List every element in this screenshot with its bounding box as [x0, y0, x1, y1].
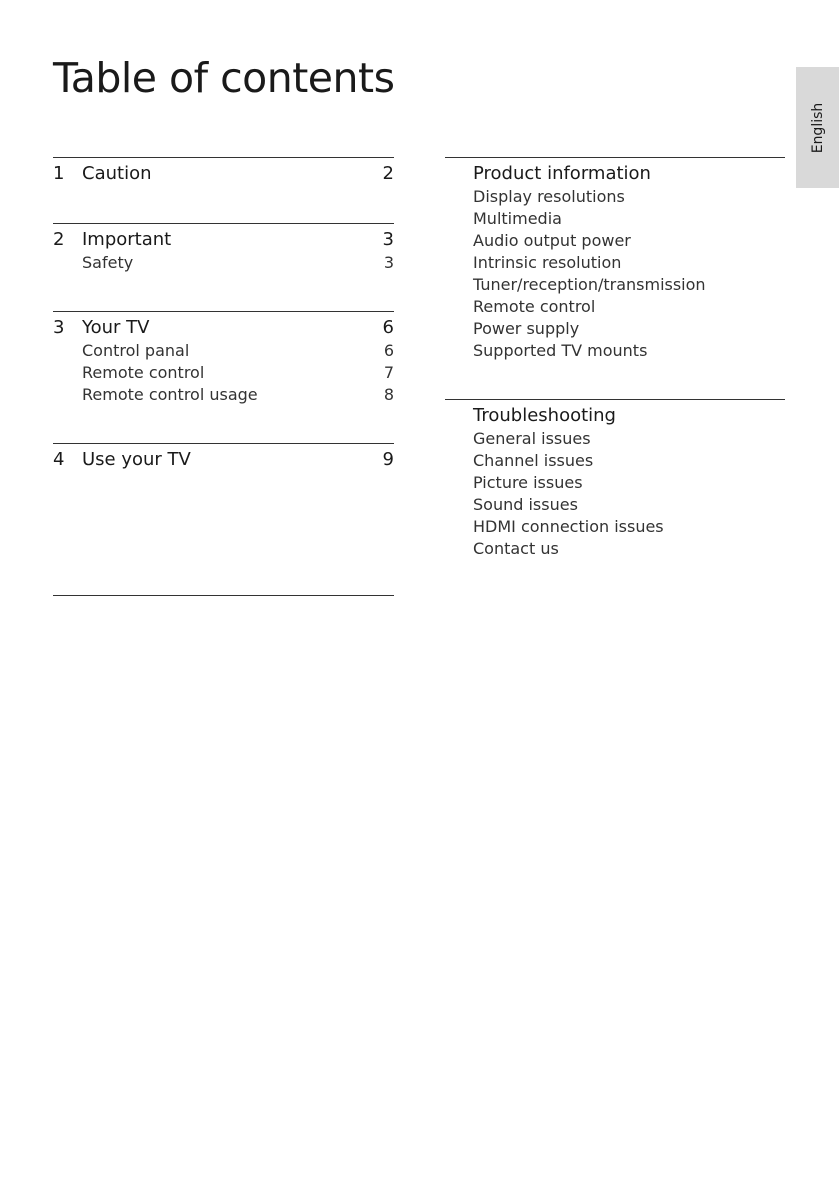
section-divider: [53, 595, 394, 596]
subsection-title[interactable]: Channel issues: [473, 451, 594, 470]
section-divider: [445, 399, 785, 400]
section-divider: [53, 157, 394, 158]
section-divider: [53, 223, 394, 224]
subsection-title[interactable]: Audio output power: [473, 231, 631, 250]
subsection-title[interactable]: General issues: [473, 429, 591, 448]
section-divider: [53, 443, 394, 444]
subsection-title[interactable]: HDMI connection issues: [473, 517, 664, 536]
section-divider: [53, 311, 394, 312]
chapter-title[interactable]: Troubleshooting: [473, 405, 616, 426]
subsection-title[interactable]: Intrinsic resolution: [473, 253, 622, 272]
subsection-title[interactable]: Multimedia: [473, 209, 562, 228]
chapter-number: 1: [53, 163, 65, 184]
subsection-title[interactable]: Control panal: [82, 341, 190, 360]
chapter-page-number: 6: [382, 317, 394, 338]
subsection-title[interactable]: Display resolutions: [473, 187, 625, 206]
chapter-title[interactable]: Caution: [82, 163, 152, 184]
chapter-number: 2: [53, 229, 65, 250]
chapter-number: 4: [53, 449, 65, 470]
chapter-page-number: 3: [382, 229, 394, 250]
subsection-title[interactable]: Remote control: [473, 297, 596, 316]
chapter-title[interactable]: Important: [82, 229, 172, 250]
chapter-title[interactable]: Use your TV: [82, 449, 191, 470]
subsection-title[interactable]: Tuner/reception/transmission: [473, 275, 706, 294]
language-tab: [796, 67, 839, 188]
subsection-title[interactable]: Remote control usage: [82, 385, 258, 404]
subsection-title[interactable]: Safety: [82, 253, 134, 272]
subsection-title[interactable]: Picture issues: [473, 473, 583, 492]
language-tab-label: English: [809, 102, 826, 153]
subsection-title[interactable]: Sound issues: [473, 495, 578, 514]
section-divider: [445, 157, 785, 158]
subsection-title[interactable]: Remote control: [82, 363, 205, 382]
chapter-number: 3: [53, 317, 65, 338]
subsection-page-number: 6: [383, 341, 394, 360]
chapter-title[interactable]: Your TV: [82, 317, 150, 338]
subsection-title[interactable]: Contact us: [473, 539, 559, 558]
chapter-page-number: 2: [382, 163, 394, 184]
chapter-title[interactable]: Product information: [473, 163, 651, 184]
subsection-page-number: 7: [383, 363, 394, 382]
subsection-title[interactable]: Power supply: [473, 319, 580, 338]
chapter-page-number: 9: [382, 449, 394, 470]
subsection-page-number: 8: [383, 385, 394, 404]
page-title: Table of contents: [53, 54, 395, 102]
subsection-page-number: 3: [383, 253, 394, 272]
subsection-title[interactable]: Supported TV mounts: [473, 341, 648, 360]
